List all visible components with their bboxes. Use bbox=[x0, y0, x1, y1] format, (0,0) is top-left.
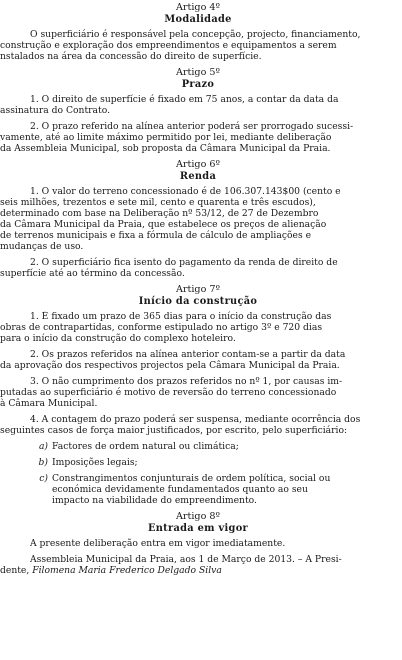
text-line: nstalados na área da concessão do direito de superfície. bbox=[0, 51, 262, 62]
text-line: da Câmara Municipal da Praia, que estabelece os preços de alienação bbox=[0, 219, 327, 230]
article-heading: Renda bbox=[179, 171, 217, 182]
article-heading: Início da construção bbox=[138, 296, 258, 307]
list-item bbox=[0, 473, 396, 506]
text-line: 1. É fixado um prazo de 365 dias para o início da construção das bbox=[30, 311, 332, 322]
list-marker: c) bbox=[39, 473, 48, 484]
text-line: 2. O prazo referido na alínea anterior poderá ser prorrogado sucessi- bbox=[30, 121, 354, 132]
list-marker: b) bbox=[38, 457, 48, 468]
paragraph bbox=[0, 538, 396, 549]
text-line: 2. O superficiário fica isento do pagamento da renda de direito de bbox=[30, 257, 338, 268]
list-item bbox=[0, 457, 396, 468]
text-line: da Assembleia Municipal, sob proposta da Câmara Municipal da Praia. bbox=[0, 143, 331, 154]
article-4 bbox=[0, 2, 396, 62]
paragraph bbox=[0, 414, 396, 436]
text-line: 1. O direito de superfície é fixado em 75 anos, a contar da data da bbox=[30, 94, 339, 105]
text-line: obras de contrapartidas, conforme estipulado no artigo 3º e 720 dias bbox=[0, 322, 323, 333]
text-line: para o início da construção do complexo hoteleiro. bbox=[0, 333, 236, 344]
text-line: económica devidamente fundamentados quanto ao seu bbox=[52, 484, 308, 495]
paragraph bbox=[0, 311, 396, 344]
article-number: Artigo 7º bbox=[175, 284, 221, 295]
closing-signature bbox=[0, 554, 396, 576]
closing-line-2 bbox=[0, 565, 396, 576]
text-line: A presente deliberação entra em vigor imediatamente. bbox=[30, 538, 286, 549]
article-heading: Prazo bbox=[181, 79, 215, 90]
paragraph bbox=[0, 186, 396, 252]
article-6 bbox=[0, 159, 396, 279]
article-number: Artigo 4º bbox=[175, 2, 221, 13]
signatory-name: Filomena Maria Frederico Delgado Silva bbox=[32, 565, 222, 576]
paragraph bbox=[0, 349, 396, 371]
text-line: da aprovação dos respectivos projectos pela Câmara Municipal da Praia. bbox=[0, 360, 340, 371]
article-8 bbox=[0, 511, 396, 549]
list-item-text bbox=[52, 457, 396, 468]
text-line: O superficiário é responsável pela concepção, projecto, financiamento, bbox=[30, 29, 361, 40]
text-line: determinado com base na Deliberação nº 53/12, de 27 de Dezembro bbox=[0, 208, 319, 219]
article-heading: Modalidade bbox=[164, 14, 232, 25]
article-7 bbox=[0, 284, 396, 506]
list-item-text bbox=[52, 473, 396, 506]
text-line: Imposições legais; bbox=[52, 457, 138, 468]
article-number: Artigo 8º bbox=[175, 511, 221, 522]
signatory-title: dente, bbox=[0, 565, 33, 576]
paragraph bbox=[0, 376, 396, 409]
paragraph bbox=[0, 94, 396, 116]
article-5 bbox=[0, 67, 396, 154]
text-line: 4. A contagem do prazo poderá ser suspensa, mediante ocorrência dos bbox=[30, 414, 361, 425]
paragraph bbox=[0, 29, 396, 62]
text-line: vamente, até ao limite máximo permitido por lei, mediante deliberação bbox=[0, 132, 332, 143]
article-number: Artigo 5º bbox=[175, 67, 221, 78]
text-line: de terrenos municipais e fixa a fórmula de cálculo de ampliações e bbox=[0, 230, 312, 241]
text-line: 3. O não cumprimento dos prazos referidos no nº 1, por causas im- bbox=[30, 376, 343, 387]
article-heading: Entrada em vigor bbox=[147, 523, 248, 534]
paragraph bbox=[0, 121, 396, 154]
text-line: Constrangimentos conjunturais de ordem política, social ou bbox=[52, 473, 331, 484]
article-number: Artigo 6º bbox=[175, 159, 221, 170]
text-line: seguintes casos de força maior justificados, por escrito, pelo superficiário: bbox=[0, 425, 348, 436]
text-line: putadas ao superficiário é motivo de reversão do terreno concessionado bbox=[0, 387, 337, 398]
text-line: 2. Os prazos referidos na alínea anterior contam-se a partir da data bbox=[30, 349, 346, 360]
text-line: 1. O valor do terreno concessionado é de 106.307.143$00 (cento e bbox=[30, 186, 341, 197]
text-line: impacto na viabilidade do empreendimento. bbox=[52, 495, 257, 506]
text-line: construção e exploração dos empreendimentos e equipamentos a serem bbox=[0, 40, 337, 51]
text-line: superfície até ao término da concessão. bbox=[0, 268, 185, 279]
list-item bbox=[0, 441, 396, 452]
text-line: seis milhões, trezentos e sete mil, cento e quarenta e três escudos), bbox=[0, 197, 316, 208]
closing-line: Assembleia Municipal da Praia, aos 1 de Março de 2013. – A Presi- bbox=[30, 554, 342, 565]
text-line: Factores de ordem natural ou climática; bbox=[52, 441, 239, 452]
text-line: à Câmara Municipal. bbox=[0, 398, 98, 409]
list-item-text bbox=[52, 441, 396, 452]
list-marker: a) bbox=[38, 441, 48, 452]
text-line: assinatura do Contrato. bbox=[0, 105, 110, 116]
paragraph bbox=[0, 257, 396, 279]
text-line: mudanças de uso. bbox=[0, 241, 84, 252]
